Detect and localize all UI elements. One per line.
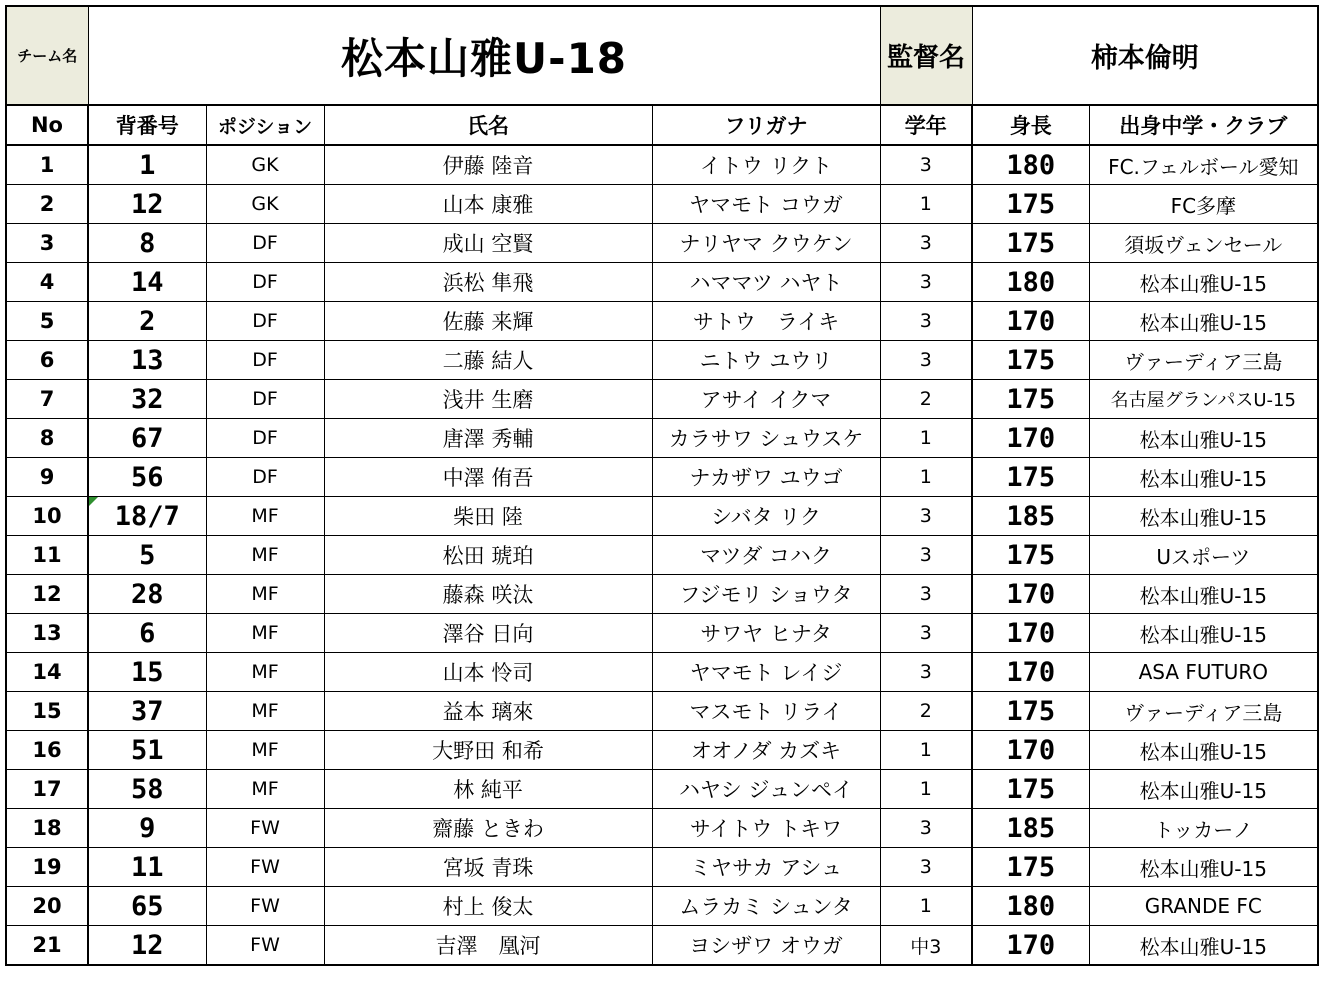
cell-furigana[interactable]: ヤマモト レイジ [652, 653, 880, 692]
coach-label-cell[interactable] [880, 6, 972, 105]
cell-no[interactable]: 14 [6, 653, 88, 692]
cell-shirt-number[interactable]: 8 [88, 224, 206, 263]
table-row [6, 770, 1318, 809]
cell-club[interactable]: ヴァーディア三島 [1089, 692, 1318, 731]
cell-player-name[interactable]: 益本 璃來 [324, 692, 652, 731]
cell-furigana[interactable]: マスモト リライ [652, 692, 880, 731]
cell-height[interactable]: 170 [972, 653, 1089, 692]
table-row [6, 497, 1318, 536]
cell-shirt-number[interactable]: 9 [88, 809, 206, 848]
coach-name: 柿本倫明 [1090, 43, 1199, 74]
cell-club[interactable]: 松本山雅U-15 [1089, 575, 1318, 614]
cell-no[interactable]: 9 [6, 458, 88, 497]
cell-player-name[interactable]: 伊藤 陸音 [324, 145, 652, 185]
table-row [6, 731, 1318, 770]
cell-player-name[interactable]: 松田 琥珀 [324, 536, 652, 575]
cell-height[interactable]: 175 [972, 224, 1089, 263]
cell-height[interactable]: 180 [972, 887, 1089, 926]
col-header-grade[interactable]: 学年 [880, 105, 972, 145]
cell-grade[interactable]: 3 [880, 614, 972, 653]
cell-height[interactable]: 170 [972, 419, 1089, 458]
cell-club[interactable]: 松本山雅U-15 [1089, 419, 1318, 458]
cell-no[interactable]: 6 [6, 341, 88, 380]
cell-player-name[interactable]: 大野田 和希 [324, 731, 652, 770]
table-row [6, 145, 1318, 185]
cell-height[interactable]: 170 [972, 731, 1089, 770]
cell-grade[interactable]: 1 [880, 458, 972, 497]
table-row [6, 653, 1318, 692]
cell-furigana[interactable]: マツダ コハク [652, 536, 880, 575]
cell-shirt-number[interactable]: 18/7 [88, 497, 206, 536]
cell-player-name[interactable]: 吉澤 凰河 [324, 926, 652, 966]
cell-furigana[interactable]: ナリヤマ クウケン [652, 224, 880, 263]
cell-no[interactable]: 3 [6, 224, 88, 263]
cell-position[interactable]: DF [206, 224, 324, 263]
cell-grade[interactable]: 3 [880, 145, 972, 185]
table-row [6, 185, 1318, 224]
cell-club[interactable]: トッカーノ [1089, 809, 1318, 848]
cell-club[interactable]: 松本山雅U-15 [1089, 848, 1318, 887]
cell-position[interactable]: MF [206, 536, 324, 575]
cell-shirt-number[interactable]: 12 [88, 185, 206, 224]
cell-height[interactable]: 170 [972, 614, 1089, 653]
cell-shirt-number[interactable]: 14 [88, 263, 206, 302]
cell-player-name[interactable]: 浜松 隼飛 [324, 263, 652, 302]
cell-no[interactable]: 11 [6, 536, 88, 575]
cell-grade[interactable]: 3 [880, 809, 972, 848]
cell-no[interactable]: 1 [6, 145, 88, 185]
cell-position[interactable]: MF [206, 575, 324, 614]
cell-furigana[interactable]: ハヤシ ジュンペイ [652, 770, 880, 809]
cell-shirt-number[interactable]: 13 [88, 341, 206, 380]
cell-club[interactable]: 松本山雅U-15 [1089, 770, 1318, 809]
cell-furigana[interactable]: ムラカミ シュンタ [652, 887, 880, 926]
cell-shirt-number[interactable]: 2 [88, 302, 206, 341]
cell-no[interactable]: 20 [6, 887, 88, 926]
cell-no[interactable]: 7 [6, 380, 88, 419]
cell-player-name[interactable]: 唐澤 秀輔 [324, 419, 652, 458]
team-label: チーム名 [17, 47, 78, 65]
cell-no[interactable]: 16 [6, 731, 88, 770]
team-header-row [6, 6, 1318, 105]
cell-furigana[interactable]: フジモリ ショウタ [652, 575, 880, 614]
cell-height[interactable]: 175 [972, 341, 1089, 380]
coach-label: 監督名 [887, 43, 966, 73]
table-row [6, 926, 1318, 966]
cell-club[interactable]: 松本山雅U-15 [1089, 926, 1318, 966]
cell-club[interactable]: 松本山雅U-15 [1089, 458, 1318, 497]
cell-furigana[interactable]: ヨシザワ オウガ [652, 926, 880, 966]
cell-club[interactable]: 松本山雅U-15 [1089, 731, 1318, 770]
team-label-cell[interactable] [6, 6, 88, 105]
cell-grade[interactable]: 3 [880, 341, 972, 380]
cell-player-name[interactable]: 村上 俊太 [324, 887, 652, 926]
col-header-name[interactable]: 氏名 [324, 105, 652, 145]
cell-height[interactable]: 175 [972, 770, 1089, 809]
cell-shirt-number[interactable]: 56 [88, 458, 206, 497]
col-header-number[interactable]: 背番号 [88, 105, 206, 145]
cell-height[interactable]: 180 [972, 145, 1089, 185]
cell-position[interactable]: FW [206, 887, 324, 926]
cell-height[interactable]: 175 [972, 458, 1089, 497]
cell-shirt-number[interactable]: 37 [88, 692, 206, 731]
cell-player-name[interactable]: 二藤 結人 [324, 341, 652, 380]
cell-position[interactable]: MF [206, 653, 324, 692]
cell-player-name[interactable]: 成山 空賢 [324, 224, 652, 263]
cell-furigana[interactable]: ミヤサカ アシュ [652, 848, 880, 887]
column-header-row [6, 105, 1318, 145]
cell-player-name[interactable]: 林 純平 [324, 770, 652, 809]
table-row [6, 224, 1318, 263]
table-row [6, 809, 1318, 848]
cell-shirt-number[interactable]: 28 [88, 575, 206, 614]
cell-height[interactable]: 175 [972, 380, 1089, 419]
cell-grade[interactable]: 3 [880, 536, 972, 575]
cell-position[interactable]: FW [206, 848, 324, 887]
cell-no[interactable]: 5 [6, 302, 88, 341]
cell-club[interactable]: FC.フェルボール愛知 [1089, 145, 1318, 185]
cell-player-name[interactable]: 浅井 生磨 [324, 380, 652, 419]
cell-grade[interactable]: 3 [880, 848, 972, 887]
cell-furigana[interactable]: イトウ リクト [652, 145, 880, 185]
cell-no[interactable]: 17 [6, 770, 88, 809]
cell-grade[interactable]: 1 [880, 731, 972, 770]
cell-player-name[interactable]: 宮坂 青珠 [324, 848, 652, 887]
cell-height[interactable]: 170 [972, 926, 1089, 966]
cell-furigana[interactable]: シバタ リク [652, 497, 880, 536]
cell-height[interactable]: 170 [972, 302, 1089, 341]
cell-no[interactable]: 4 [6, 263, 88, 302]
cell-position[interactable]: MF [206, 731, 324, 770]
cell-club[interactable]: ヴァーディア三島 [1089, 341, 1318, 380]
table-row [6, 536, 1318, 575]
cell-furigana[interactable]: サイトウ トキワ [652, 809, 880, 848]
cell-club[interactable]: ASA FUTURO [1089, 653, 1318, 692]
cell-club[interactable]: 松本山雅U-15 [1089, 263, 1318, 302]
cell-player-name[interactable]: 澤谷 日向 [324, 614, 652, 653]
cell-position[interactable]: DF [206, 419, 324, 458]
cell-position[interactable]: DF [206, 263, 324, 302]
cell-height[interactable]: 180 [972, 263, 1089, 302]
cell-furigana[interactable]: ハママツ ハヤト [652, 263, 880, 302]
cell-shirt-number[interactable]: 65 [88, 887, 206, 926]
col-header-height[interactable]: 身長 [972, 105, 1089, 145]
cell-grade[interactable]: 3 [880, 575, 972, 614]
cell-club[interactable]: 松本山雅U-15 [1089, 497, 1318, 536]
cell-player-name[interactable]: 藤森 咲汰 [324, 575, 652, 614]
cell-height[interactable]: 175 [972, 185, 1089, 224]
table-row [6, 692, 1318, 731]
cell-no[interactable]: 15 [6, 692, 88, 731]
cell-club[interactable]: Uスポーツ [1089, 536, 1318, 575]
cell-no[interactable]: 8 [6, 419, 88, 458]
cell-club[interactable]: 松本山雅U-15 [1089, 302, 1318, 341]
cell-club[interactable]: 須坂ヴェンセール [1089, 224, 1318, 263]
cell-grade[interactable]: 2 [880, 380, 972, 419]
cell-position[interactable]: MF [206, 614, 324, 653]
cell-grade[interactable]: 1 [880, 887, 972, 926]
table-row [6, 458, 1318, 497]
team-name: 松本山雅U-18 [341, 33, 628, 83]
table-row [6, 302, 1318, 341]
table-row [6, 614, 1318, 653]
cell-position[interactable]: GK [206, 145, 324, 185]
cell-no[interactable]: 10 [6, 497, 88, 536]
cell-position[interactable]: MF [206, 692, 324, 731]
cell-shirt-number[interactable]: 58 [88, 770, 206, 809]
cell-shirt-number[interactable]: 6 [88, 614, 206, 653]
cell-player-name[interactable]: 山本 怜司 [324, 653, 652, 692]
cell-shirt-number[interactable]: 15 [88, 653, 206, 692]
cell-grade[interactable]: 3 [880, 653, 972, 692]
cell-position[interactable]: DF [206, 380, 324, 419]
cell-player-name[interactable]: 佐藤 来輝 [324, 302, 652, 341]
cell-furigana[interactable]: アサイ イクマ [652, 380, 880, 419]
cell-player-name[interactable]: 山本 康雅 [324, 185, 652, 224]
col-header-kana[interactable]: フリガナ [652, 105, 880, 145]
col-header-club[interactable]: 出身中学・クラブ [1089, 105, 1318, 145]
cell-furigana[interactable]: ニトウ ユウリ [652, 341, 880, 380]
cell-no[interactable]: 21 [6, 926, 88, 966]
cell-grade[interactable]: 中3 [880, 926, 972, 966]
cell-shirt-number[interactable]: 12 [88, 926, 206, 966]
cell-position[interactable]: FW [206, 926, 324, 966]
cell-club[interactable]: FC多摩 [1089, 185, 1318, 224]
cell-no[interactable]: 12 [6, 575, 88, 614]
cell-position[interactable]: MF [206, 770, 324, 809]
cell-furigana[interactable]: カラサワ シュウスケ [652, 419, 880, 458]
cell-club[interactable]: GRANDE FC [1089, 887, 1318, 926]
cell-grade[interactable]: 3 [880, 497, 972, 536]
cell-grade[interactable]: 2 [880, 692, 972, 731]
cell-position[interactable]: DF [206, 341, 324, 380]
table-row [6, 263, 1318, 302]
cell-player-name[interactable]: 齋藤 ときわ [324, 809, 652, 848]
cell-grade[interactable]: 3 [880, 302, 972, 341]
cell-position[interactable]: GK [206, 185, 324, 224]
cell-shirt-number[interactable]: 32 [88, 380, 206, 419]
cell-grade[interactable]: 1 [880, 185, 972, 224]
cell-height[interactable]: 175 [972, 848, 1089, 887]
cell-no[interactable]: 13 [6, 614, 88, 653]
cell-grade[interactable]: 1 [880, 419, 972, 458]
table-row [6, 575, 1318, 614]
cell-club[interactable]: 名古屋グランパスU-15 [1089, 380, 1318, 419]
cell-shirt-number[interactable]: 67 [88, 419, 206, 458]
cell-no[interactable]: 2 [6, 185, 88, 224]
col-header-position[interactable]: ポジション [206, 105, 324, 145]
cell-grade[interactable]: 3 [880, 224, 972, 263]
cell-height[interactable]: 175 [972, 692, 1089, 731]
cell-height[interactable]: 185 [972, 497, 1089, 536]
cell-position[interactable]: MF [206, 497, 324, 536]
cell-furigana[interactable]: サワヤ ヒナタ [652, 614, 880, 653]
cell-position[interactable]: DF [206, 458, 324, 497]
cell-no[interactable]: 19 [6, 848, 88, 887]
cell-club[interactable]: 松本山雅U-15 [1089, 614, 1318, 653]
table-row [6, 341, 1318, 380]
table-row [6, 848, 1318, 887]
coach-name-cell[interactable] [972, 6, 1318, 105]
table-row [6, 419, 1318, 458]
cell-no[interactable]: 18 [6, 809, 88, 848]
cell-player-name[interactable]: 柴田 陸 [324, 497, 652, 536]
cell-shirt-number[interactable]: 5 [88, 536, 206, 575]
cell-shirt-number[interactable]: 1 [88, 145, 206, 185]
cell-grade[interactable]: 1 [880, 770, 972, 809]
cell-grade[interactable]: 3 [880, 263, 972, 302]
cell-height[interactable]: 170 [972, 575, 1089, 614]
roster-sheet [5, 5, 1319, 966]
col-header-no[interactable]: No [6, 105, 88, 145]
cell-shirt-number[interactable]: 11 [88, 848, 206, 887]
cell-height[interactable]: 185 [972, 809, 1089, 848]
table-row [6, 380, 1318, 419]
cell-height[interactable]: 175 [972, 536, 1089, 575]
cell-furigana[interactable]: サトウ ライキ [652, 302, 880, 341]
cell-furigana[interactable]: ナカザワ ユウゴ [652, 458, 880, 497]
team-name-cell[interactable] [88, 6, 880, 105]
table-row [6, 887, 1318, 926]
cell-furigana[interactable]: ヤマモト コウガ [652, 185, 880, 224]
cell-furigana[interactable]: オオノダ カズキ [652, 731, 880, 770]
cell-player-name[interactable]: 中澤 侑吾 [324, 458, 652, 497]
cell-shirt-number[interactable]: 51 [88, 731, 206, 770]
cell-position[interactable]: DF [206, 302, 324, 341]
cell-position[interactable]: FW [206, 809, 324, 848]
